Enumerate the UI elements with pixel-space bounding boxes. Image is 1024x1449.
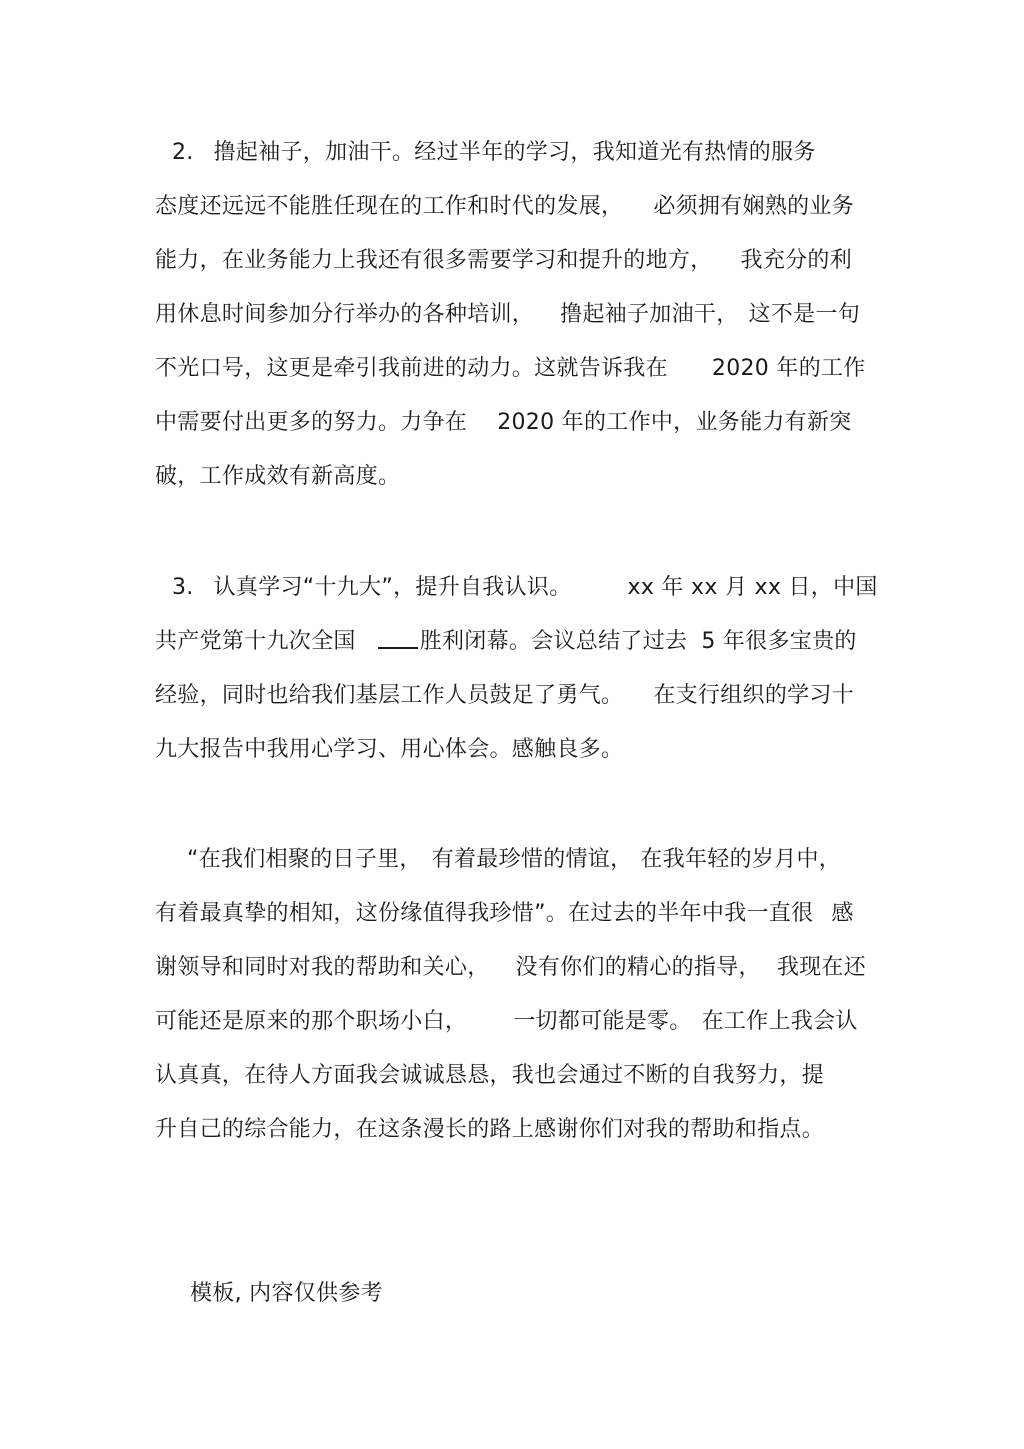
- text-span: 中需要付出更多的努力。力争在: [155, 410, 468, 435]
- text-span: 必须拥有娴熟的业务: [653, 194, 855, 219]
- text-span: 认真学习“十九大”，提升自我认识。: [213, 575, 572, 600]
- text-line: [155, 898, 854, 930]
- text-line: [155, 407, 852, 439]
- text-span: 2020 年的工作中，业务能力有新突: [497, 410, 852, 435]
- text-span: 这不是一句: [748, 302, 861, 327]
- text-span: 在我年轻的岁月中，: [640, 847, 842, 872]
- text-line: [155, 461, 400, 493]
- text-span: 态度还远远不能胜任现在的工作和时代的发展，: [155, 194, 624, 219]
- footer-note: 模板, 内容仅供参考: [190, 1281, 383, 1306]
- text-span: 用休息时间参加分行举办的各种培训，: [155, 302, 535, 327]
- text-span: “在我们相聚的日子里，: [187, 847, 422, 872]
- text-span: 可能还是原来的那个职场小白，: [155, 1009, 468, 1034]
- text-span: 在支行组织的学习十: [653, 683, 855, 708]
- item-number: 3.: [172, 575, 194, 600]
- text-line: [172, 137, 816, 169]
- text-line: [155, 1006, 858, 1038]
- text-span: 不光口号，这更是牵引我前进的动力。这就告诉我在: [155, 356, 668, 381]
- text-span: 谢领导和同时对我的帮助和关心，: [155, 955, 490, 980]
- text-span: 认真真，在待人方面我会诚诚恳恳，我也会通过不断的自我努力，提: [155, 1063, 825, 1088]
- text-span: 经验，同时也给我们基层工作人员鼓足了勇气。: [155, 683, 624, 708]
- item-number: 2.: [172, 140, 194, 165]
- text-line: [155, 299, 860, 331]
- text-span: 能力，在业务能力上我还有很多需要学习和提升的地方，: [155, 248, 713, 273]
- text-line: [155, 191, 854, 223]
- text-span: 共产党第十九次全国: [155, 629, 356, 654]
- text-line: [172, 572, 878, 604]
- text-span: 胜利闭幕。会议总结了过去: [419, 629, 688, 654]
- text-line: [155, 1114, 824, 1146]
- text-span: 一切都可能是零。: [513, 1009, 692, 1034]
- text-span: 在工作上我会认: [701, 1009, 858, 1034]
- text-line: [187, 844, 841, 876]
- text-span: 有着最真挚的相知，这份缘值得我珍惜”。在过去的半年中我一直很: [155, 901, 814, 926]
- text-span: 升自己的综合能力，在这条漫长的路上感谢你们对我的帮助和指点。: [155, 1117, 825, 1142]
- text-span: 5 年很多宝贵的: [701, 629, 857, 654]
- text-line: [155, 952, 866, 984]
- text-span: 破，工作成效有新高度。: [155, 464, 401, 489]
- text-span: 感: [831, 901, 854, 926]
- text-span: 撸起袖子，加油干。经过半年的学习，我知道光有热情的服务: [213, 140, 816, 165]
- text-line: [155, 1060, 824, 1092]
- text-span: xx 年 xx 月 xx 日，中国: [627, 575, 878, 600]
- text-span: 撸起袖子加油干，: [560, 302, 739, 327]
- text-line: [155, 680, 854, 712]
- text-span: 有着最珍惜的情谊，: [431, 847, 633, 872]
- text-span: 我充分的利: [740, 248, 853, 273]
- text-line: [155, 626, 857, 658]
- blank-underline: [378, 647, 418, 649]
- text-line: [155, 245, 852, 277]
- text-line: [155, 734, 623, 766]
- text-line: [155, 353, 866, 385]
- text-span: 我现在还: [776, 955, 867, 980]
- text-span: 没有你们的精心的指导，: [515, 955, 761, 980]
- text-span: 九大报告中我用心学习、用心体会。感触良多。: [155, 737, 624, 762]
- text-span: 2020 年的工作: [711, 356, 866, 381]
